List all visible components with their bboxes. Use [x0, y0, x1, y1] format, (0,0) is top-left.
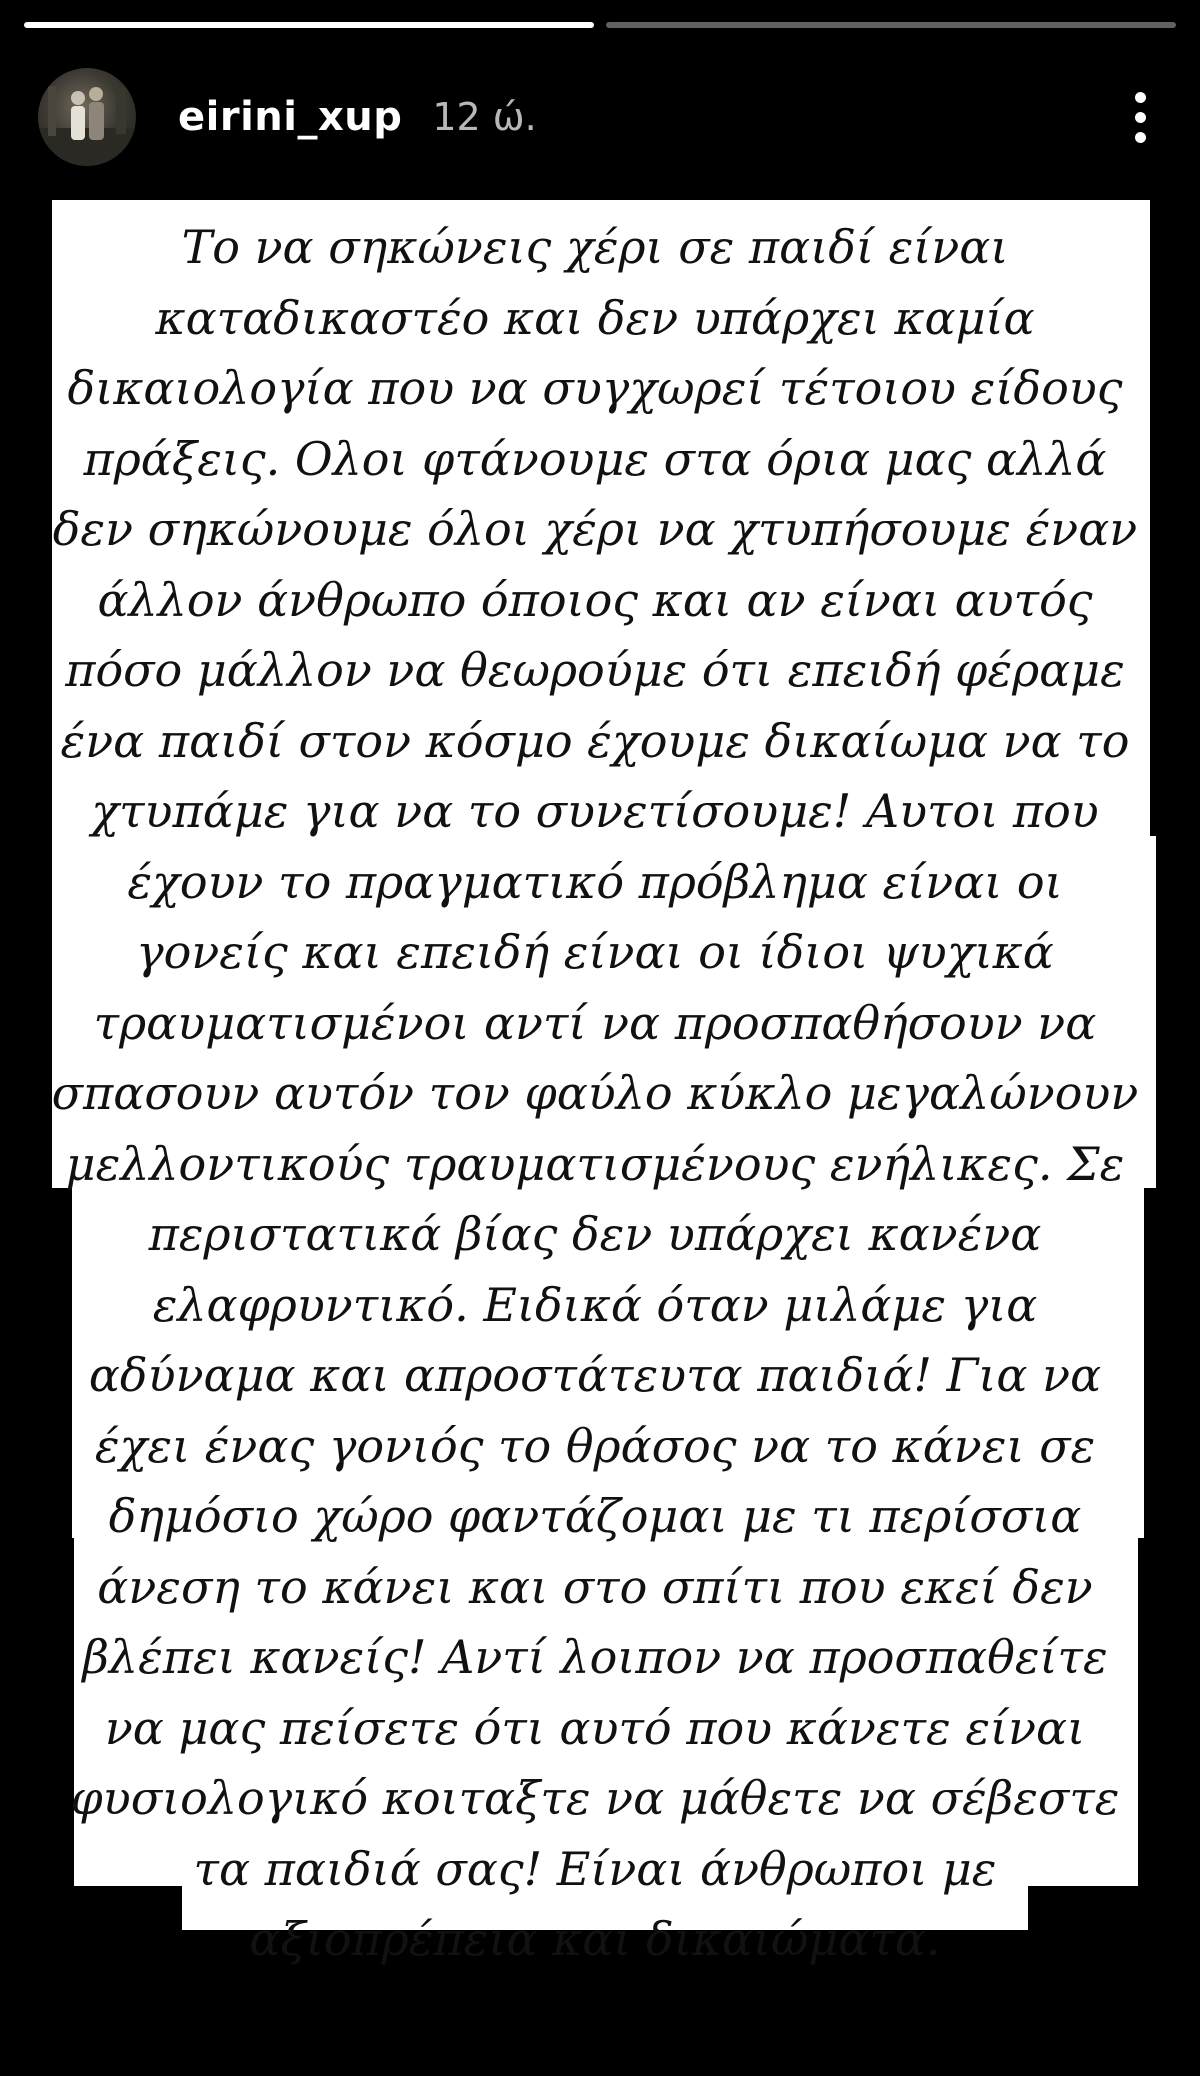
- more-options-button[interactable]: [1110, 72, 1170, 162]
- story-progress-bar: [24, 22, 1176, 28]
- story-text-line: ένα παιδί στον κόσμο έχουμε δικαίωμα να το: [60, 713, 1130, 768]
- story-text-line: άνεση το κάνει και στο σπίτι που εκεί δεν: [97, 1559, 1093, 1614]
- username[interactable]: eirini_xup: [178, 94, 403, 140]
- story-text-line: φυσιολογικό κοιταξτε να μάθετε να σέβεστε: [70, 1771, 1120, 1825]
- more-vertical-icon: [1135, 92, 1146, 103]
- story-text-line: δημόσιο χώρο φαντάζομαι με τι περίσσια: [108, 1489, 1082, 1543]
- story-header: [38, 72, 1170, 162]
- story-text-line: πράξεις. Ολοι φτάνουμε στα όρια μας αλλά: [83, 431, 1107, 486]
- story-text-line: να μας πείσετε ότι αυτό που κάνετε είναι: [104, 1700, 1086, 1755]
- progress-segment: [24, 22, 594, 28]
- progress-segment-fill: [24, 22, 594, 28]
- story-text-line: μελλοντικούς τραυματισμένους ενήλικες. Σε: [65, 1136, 1125, 1191]
- story-text-line: τα παιδιά σας! Είναι άνθρωποι με: [193, 1841, 997, 1896]
- story-text-line: πόσο μάλλον να θεωρούμε ότι επειδή φέραμε: [65, 643, 1125, 697]
- more-vertical-icon-dot: [1135, 112, 1146, 123]
- timestamp: 12 ώ.: [432, 95, 537, 139]
- story-text-line: περιστατικά βίας δεν υπάρχει κανένα: [148, 1207, 1042, 1261]
- story-text-line: χτυπάμε για να το συνετίσουμε! Αυτοι που: [91, 784, 1099, 838]
- story-text-line: δικαιολογία που να συγχωρεί τέτοιου είδους: [67, 361, 1123, 415]
- story-text-line: έχει ένας γονιός το θράσος να το κάνει σε: [94, 1418, 1096, 1473]
- story-text-line: καταδικαστέο και δεν υπάρχει καμία: [155, 290, 1035, 345]
- story-text-line: άλλον άνθρωπο όποιος και αν είναι αυτός: [97, 572, 1093, 627]
- progress-segment: [606, 22, 1176, 28]
- story-text-line: βλέπει κανείς! Αντί λοιπον να προσπαθείτε: [82, 1630, 1108, 1684]
- story-text-line: τραυματισμένοι αντί να προσπαθήσουν να: [93, 995, 1097, 1050]
- story-text: [40, 212, 1150, 1975]
- avatar[interactable]: [38, 68, 136, 166]
- story-text-line: έχουν το πραγματικό πρόβλημα είναι οι: [127, 854, 1063, 909]
- story-text-line: αξιοπρέπεια και δικαιώματα.: [249, 1912, 941, 1966]
- story-text-line: Το να σηκώνεις χέρι σε παιδί είναι: [181, 220, 1009, 274]
- story-text-line: ελαφρυντικό. Ειδικά όταν μιλάμε για: [152, 1277, 1038, 1332]
- story-text-line: αδύναμα και απροστάτευτα παιδιά! Για να: [88, 1348, 1102, 1402]
- more-vertical-icon-dot: [1135, 132, 1146, 143]
- story-text-line: γονείς και επειδή είναι οι ίδιοι ψυχικά: [136, 925, 1054, 979]
- story-text-line: σπασουν αυτόν τον φαύλο κύκλο μεγαλώνουν: [51, 1066, 1139, 1120]
- profile-photo-icon: [38, 68, 136, 166]
- story-text-line: δεν σηκώνουμε όλοι χέρι να χτυπήσουμε έναν: [52, 502, 1138, 556]
